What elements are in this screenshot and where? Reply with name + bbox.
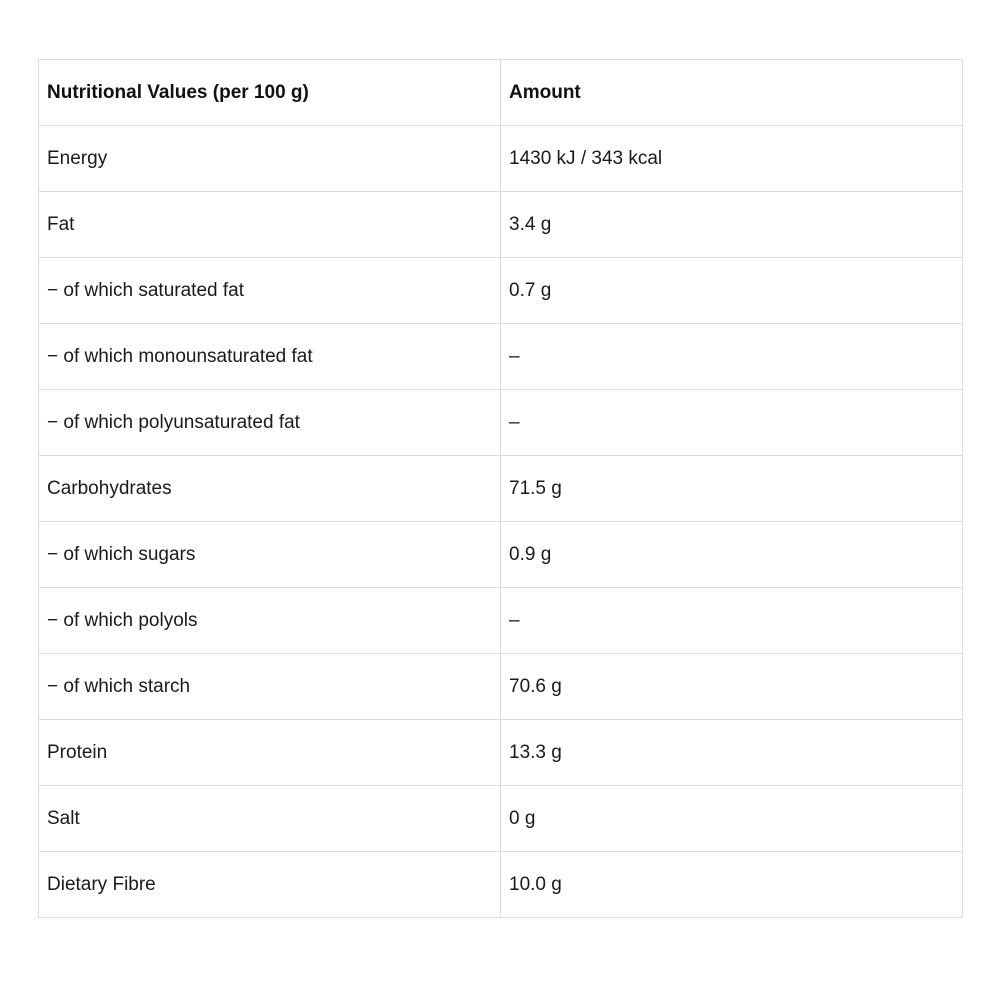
nutrient-label: − of which polyunsaturated fat [39, 390, 501, 456]
table-row [39, 192, 963, 258]
nutrient-amount: 10.0 g [501, 852, 963, 918]
nutrient-amount: 1430 kJ / 343 kcal [501, 126, 963, 192]
nutrient-label: Carbohydrates [39, 456, 501, 522]
nutrient-amount: – [501, 588, 963, 654]
table-row [39, 588, 963, 654]
table-header [39, 60, 963, 126]
nutrient-amount: 3.4 g [501, 192, 963, 258]
header-row [39, 60, 963, 126]
nutrient-label: − of which monounsaturated fat [39, 324, 501, 390]
table-row [39, 720, 963, 786]
table-row [39, 852, 963, 918]
table-row [39, 522, 963, 588]
nutrient-label: − of which polyols [39, 588, 501, 654]
nutrient-label: Energy [39, 126, 501, 192]
table-row [39, 786, 963, 852]
nutrient-label: − of which saturated fat [39, 258, 501, 324]
nutrient-amount: 0 g [501, 786, 963, 852]
table-row [39, 258, 963, 324]
table-row [39, 324, 963, 390]
nutrient-amount: – [501, 324, 963, 390]
header-amount: Amount [501, 60, 963, 126]
table-row [39, 456, 963, 522]
nutrient-label: − of which starch [39, 654, 501, 720]
nutrient-amount: 71.5 g [501, 456, 963, 522]
nutrient-amount: 0.7 g [501, 258, 963, 324]
nutrient-amount: 0.9 g [501, 522, 963, 588]
nutrition-table [38, 59, 963, 918]
nutrient-label: Dietary Fibre [39, 852, 501, 918]
nutrient-label: Fat [39, 192, 501, 258]
nutrient-label: Protein [39, 720, 501, 786]
table-row [39, 126, 963, 192]
nutrient-amount: – [501, 390, 963, 456]
nutrient-amount: 13.3 g [501, 720, 963, 786]
table-row [39, 654, 963, 720]
table-body [39, 126, 963, 918]
nutrient-label: Salt [39, 786, 501, 852]
header-nutrient: Nutritional Values (per 100 g) [39, 60, 501, 126]
table-row [39, 390, 963, 456]
nutrient-amount: 70.6 g [501, 654, 963, 720]
nutrient-label: − of which sugars [39, 522, 501, 588]
